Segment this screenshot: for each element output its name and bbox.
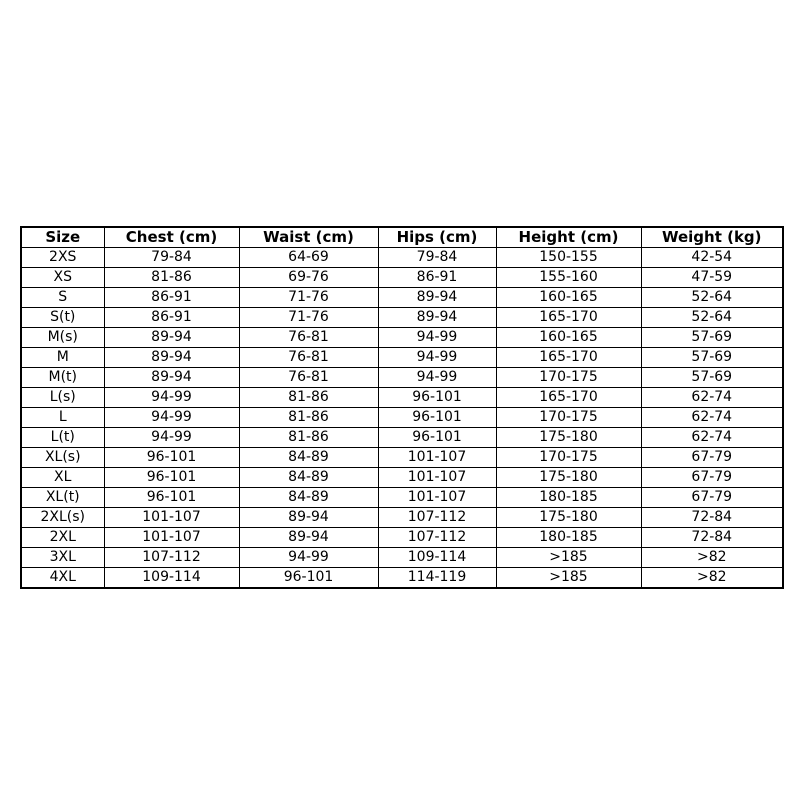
- table-row: [21, 508, 783, 528]
- column-header-weight-kg: Weight (kg): [641, 227, 783, 248]
- table-cell: >185: [496, 568, 641, 589]
- table-cell: 160-165: [496, 328, 641, 348]
- table-cell: 47-59: [641, 268, 783, 288]
- size-cell: S(t): [21, 308, 104, 328]
- table-cell: 84-89: [239, 468, 378, 488]
- table-cell: 101-107: [378, 468, 496, 488]
- table-cell: 57-69: [641, 328, 783, 348]
- table-cell: 175-180: [496, 468, 641, 488]
- table-cell: 107-112: [378, 528, 496, 548]
- size-cell: XL: [21, 468, 104, 488]
- table-cell: 107-112: [378, 508, 496, 528]
- table-cell: 81-86: [239, 388, 378, 408]
- table-cell: 84-89: [239, 488, 378, 508]
- table-row: [21, 548, 783, 568]
- table-cell: 101-107: [378, 488, 496, 508]
- table-cell: 94-99: [104, 388, 239, 408]
- table-cell: 96-101: [378, 408, 496, 428]
- table-cell: 165-170: [496, 348, 641, 368]
- table-cell: 160-165: [496, 288, 641, 308]
- table-cell: 67-79: [641, 448, 783, 468]
- table-cell: 89-94: [378, 308, 496, 328]
- table-cell: 52-64: [641, 308, 783, 328]
- table-cell: 81-86: [239, 408, 378, 428]
- table-cell: 94-99: [378, 328, 496, 348]
- table-cell: 67-79: [641, 488, 783, 508]
- column-header-waist-cm: Waist (cm): [239, 227, 378, 248]
- column-header-hips-cm: Hips (cm): [378, 227, 496, 248]
- table-cell: 81-86: [104, 268, 239, 288]
- size-cell: XL(s): [21, 448, 104, 468]
- size-cell: L: [21, 408, 104, 428]
- table-cell: 150-155: [496, 248, 641, 268]
- table-cell: 69-76: [239, 268, 378, 288]
- size-cell: M(s): [21, 328, 104, 348]
- table-row: [21, 288, 783, 308]
- table-row: [21, 388, 783, 408]
- size-cell: M: [21, 348, 104, 368]
- table-cell: >185: [496, 548, 641, 568]
- table-cell: 96-101: [104, 468, 239, 488]
- table-row: [21, 248, 783, 268]
- table-row: [21, 468, 783, 488]
- table-cell: 64-69: [239, 248, 378, 268]
- table-row: [21, 448, 783, 468]
- table-cell: 175-180: [496, 428, 641, 448]
- table-cell: 96-101: [239, 568, 378, 589]
- size-cell: XL(t): [21, 488, 104, 508]
- table-row: [21, 308, 783, 328]
- table-cell: 170-175: [496, 448, 641, 468]
- table-cell: 62-74: [641, 408, 783, 428]
- table-cell: 89-94: [104, 348, 239, 368]
- table-cell: 57-69: [641, 368, 783, 388]
- table-cell: >82: [641, 568, 783, 589]
- table-cell: 94-99: [378, 348, 496, 368]
- header-row: [21, 227, 783, 248]
- table-cell: 86-91: [104, 288, 239, 308]
- size-cell: L(s): [21, 388, 104, 408]
- table-cell: 71-76: [239, 288, 378, 308]
- table-cell: 109-114: [378, 548, 496, 568]
- table-cell: 96-101: [378, 428, 496, 448]
- table-cell: 52-64: [641, 288, 783, 308]
- table-cell: 89-94: [104, 328, 239, 348]
- table-cell: 170-175: [496, 408, 641, 428]
- table-cell: 76-81: [239, 368, 378, 388]
- table-cell: 94-99: [378, 368, 496, 388]
- table-cell: 72-84: [641, 508, 783, 528]
- size-cell: L(t): [21, 428, 104, 448]
- size-cell: XS: [21, 268, 104, 288]
- table-cell: 76-81: [239, 348, 378, 368]
- table-row: [21, 528, 783, 548]
- table-cell: 86-91: [104, 308, 239, 328]
- table-cell: 94-99: [104, 408, 239, 428]
- table-cell: 71-76: [239, 308, 378, 328]
- table-cell: 76-81: [239, 328, 378, 348]
- table-cell: 89-94: [239, 508, 378, 528]
- table-cell: 101-107: [104, 528, 239, 548]
- size-cell: 2XS: [21, 248, 104, 268]
- table-cell: 57-69: [641, 348, 783, 368]
- size-cell: S: [21, 288, 104, 308]
- table-cell: 42-54: [641, 248, 783, 268]
- size-chart-body: [21, 248, 783, 589]
- table-cell: 89-94: [378, 288, 496, 308]
- table-cell: 175-180: [496, 508, 641, 528]
- column-header-height-cm: Height (cm): [496, 227, 641, 248]
- size-cell: 4XL: [21, 568, 104, 589]
- size-cell: 3XL: [21, 548, 104, 568]
- table-cell: 96-101: [378, 388, 496, 408]
- table-cell: 170-175: [496, 368, 641, 388]
- table-cell: 94-99: [239, 548, 378, 568]
- table-cell: 155-160: [496, 268, 641, 288]
- table-cell: 84-89: [239, 448, 378, 468]
- table-cell: 79-84: [104, 248, 239, 268]
- table-cell: 165-170: [496, 308, 641, 328]
- table-cell: 96-101: [104, 488, 239, 508]
- table-cell: 101-107: [104, 508, 239, 528]
- table-cell: 94-99: [104, 428, 239, 448]
- table-row: [21, 268, 783, 288]
- table-cell: 114-119: [378, 568, 496, 589]
- size-chart-header: [21, 227, 783, 248]
- table-row: [21, 568, 783, 589]
- size-cell: M(t): [21, 368, 104, 388]
- table-cell: 81-86: [239, 428, 378, 448]
- table-cell: 86-91: [378, 268, 496, 288]
- table-cell: 72-84: [641, 528, 783, 548]
- table-cell: 67-79: [641, 468, 783, 488]
- table-cell: 109-114: [104, 568, 239, 589]
- table-row: [21, 348, 783, 368]
- size-cell: 2XL: [21, 528, 104, 548]
- table-cell: 79-84: [378, 248, 496, 268]
- table-cell: 180-185: [496, 488, 641, 508]
- size-cell: 2XL(s): [21, 508, 104, 528]
- table-cell: 89-94: [104, 368, 239, 388]
- table-cell: 101-107: [378, 448, 496, 468]
- table-cell: 180-185: [496, 528, 641, 548]
- table-row: [21, 368, 783, 388]
- table-cell: 107-112: [104, 548, 239, 568]
- table-cell: 62-74: [641, 388, 783, 408]
- table-row: [21, 488, 783, 508]
- column-header-chest-cm: Chest (cm): [104, 227, 239, 248]
- size-chart-table: [20, 226, 784, 589]
- column-header-size: Size: [21, 227, 104, 248]
- table-cell: 165-170: [496, 388, 641, 408]
- table-row: [21, 428, 783, 448]
- table-cell: >82: [641, 548, 783, 568]
- table-row: [21, 328, 783, 348]
- table-cell: 62-74: [641, 428, 783, 448]
- table-cell: 96-101: [104, 448, 239, 468]
- table-row: [21, 408, 783, 428]
- table-cell: 89-94: [239, 528, 378, 548]
